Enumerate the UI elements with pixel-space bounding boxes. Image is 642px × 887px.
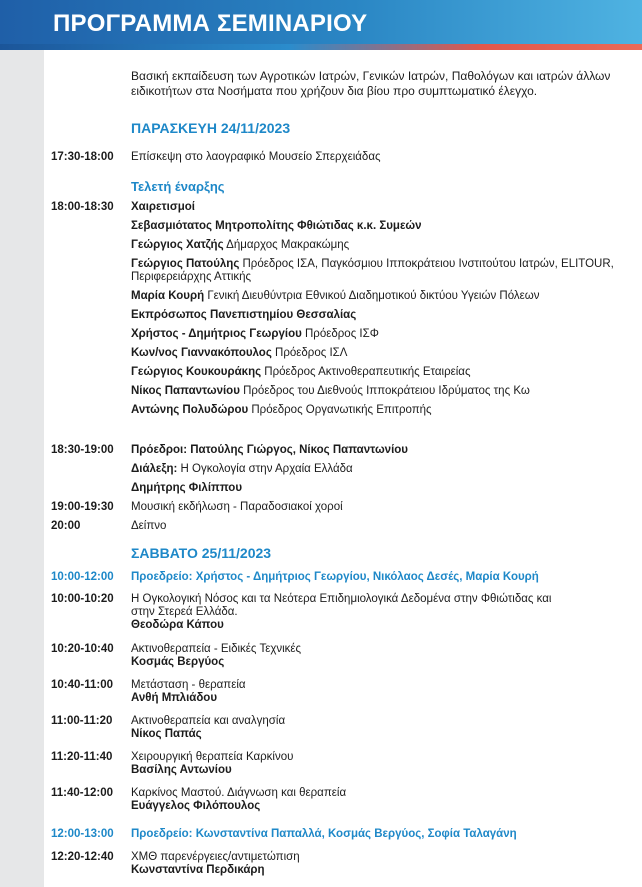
speaker-role: Πρόεδρος ΙΣΦ: [301, 328, 379, 340]
time-slot: 19:00-19:30: [51, 501, 114, 513]
talk-title: Η Ογκολογική Νόσος και τα Νεότερα Επιδημιολογικά Δεδομένα στην Φθιώτιδας και στην Στερεά Ελλάδα.: [131, 593, 552, 618]
header-stripe: [0, 44, 642, 50]
greeting-line: [131, 404, 626, 417]
left-gutter: [0, 49, 44, 887]
speaker-role: Πρόεδρος ΙΣΛ: [271, 347, 348, 359]
speaker-name: Νίκος Παπάς: [131, 728, 202, 740]
speaker-role: Πρόεδρος του Διεθνούς Ιπποκράτειου Ιδρύματος της Κω: [239, 385, 530, 397]
time-slot: 17:30-18:00: [51, 151, 114, 163]
time-slot: 20:00: [51, 520, 81, 532]
speaker-name: Κοσμάς Βεργύος: [131, 656, 225, 668]
speaker-role: Πρόεδρος Οργανωτικής Επιτροπής: [248, 404, 432, 416]
time-slot: 12:00-13:00: [51, 828, 114, 840]
greeting-line: [131, 220, 626, 233]
talk-title: Μετάσταση - θεραπεία: [131, 679, 246, 691]
speaker-name: Γεώργιος Χατζής: [131, 239, 224, 251]
speaker-name: Χρήστος - Δημήτριος Γεωργίου: [131, 328, 302, 340]
time-slot: 18:30-19:00: [51, 444, 114, 456]
speaker-name: Αντώνης Πολυδώρου: [131, 404, 249, 416]
speaker-name: Κωνσταντίνα Περδικάρη: [131, 864, 265, 876]
lecture-title: Η Ογκολογία στην Αρχαία Ελλάδα: [177, 463, 353, 475]
lecture-label: Διάλεξη:: [131, 463, 178, 475]
speaker-name: Νίκος Παπαντωνίου: [131, 385, 240, 397]
speaker-name: Ανθή Μπλιάδου: [131, 692, 218, 704]
time-slot: 12:20-12:40: [51, 851, 114, 863]
page-header: [0, 0, 642, 50]
talk-title: Ακτινοθεραπεία και αναλγησία: [131, 715, 286, 727]
greeting-line: [131, 201, 626, 214]
program-item: Μουσική εκδήλωση - Παραδοσιακοί χοροί: [131, 501, 343, 513]
chairs-line: Πρόεδροι: Πατούλης Γιώργος, Νίκος Παπαντωνίου: [131, 444, 408, 456]
opening-ceremony-heading: Τελετή έναρξης: [131, 179, 225, 194]
greeting-line: [131, 385, 626, 398]
greeting-line: [131, 258, 621, 284]
time-slot: 10:00-12:00: [51, 571, 114, 583]
greeting-line: [131, 309, 626, 322]
time-slot: 11:40-12:00: [51, 787, 114, 799]
intro-text: Βασική εκπαίδευση των Αγροτικών Ιατρών, Γενικών Ιατρών, Παθολόγων και ιατρών άλλων ειδικοτήτων στα Νοσήματα που χρήζουν δια βίου προ συμπτωματικό έλεγχο.: [131, 69, 611, 98]
time-slot: 11:00-11:20: [51, 715, 113, 727]
speaker-name: Ευάγγελος Φιλόπουλος: [131, 800, 261, 812]
time-slot: 10:20-10:40: [51, 643, 114, 655]
speaker-role: Γενική Διευθύντρια Εθνικού Διαδημοτικού δικτύου Υγειών Πόλεων: [204, 290, 540, 302]
greeting-line: [131, 290, 626, 303]
time-slot: 18:00-18:30: [51, 201, 114, 213]
speaker-name: Χαιρετισμοί: [131, 201, 195, 213]
speaker-name: Σεβασμιότατος Μητροπολίτης Φθιώτιδας κ.κ. Συμεών: [131, 220, 422, 232]
chairs-line: Προεδρείο: Χρήστος - Δημήτριος Γεωργίου, Νικόλαος Δεσές, Μαρία Κουρή: [131, 571, 539, 583]
speaker-role: Πρόεδρος ΙΣΑ, Παγκόσμιου Ιπποκράτειου Ινστιτούτου Ιατρών, ELITOUR, Περιφερειάρχης Αττικής: [131, 258, 614, 283]
page-title: ΠΡΟΓΡΑΜΜΑ ΣΕΜΙΝΑΡΙΟΥ: [53, 10, 368, 37]
greeting-line: [131, 239, 626, 252]
greeting-line: [131, 347, 626, 360]
talk-title: Καρκίνος Μαστού. Διάγνωση και θεραπεία: [131, 787, 347, 799]
speaker-role: Πρόεδρος Ακτινοθεραπευτικής Εταιρείας: [261, 366, 471, 378]
time-slot: 10:40-11:00: [51, 679, 114, 691]
day-heading-saturday: ΣΑΒΒΑΤΟ 25/11/2023: [131, 545, 272, 561]
program-item: Επίσκεψη στο λαογραφικό Μουσείο Σπερχειάδας: [131, 151, 381, 163]
talk-title: ΧΜΘ παρενέργειες/αντιμετώπιση: [131, 851, 300, 863]
day-heading-friday: ΠΑΡΑΣΚΕΥΗ 24/11/2023: [131, 120, 291, 136]
speaker-name: Θεοδώρα Κάπου: [131, 619, 224, 631]
lecture-line: [131, 463, 626, 476]
talk-title: Χειρουργική θεραπεία Καρκίνου: [131, 751, 294, 763]
time-slot: 10:00-10:20: [51, 593, 114, 605]
chairs-line: Προεδρείο: Κωνσταντίνα Παπαλλά, Κοσμάς Βεργύος, Σοφία Ταλαγάνη: [131, 828, 517, 840]
greeting-line: [131, 366, 626, 379]
speaker-name: Βασίλης Αντωνίου: [131, 764, 232, 776]
speaker-name: Μαρία Κουρή: [131, 290, 205, 302]
speaker-name: Δημήτρης Φιλίππου: [131, 482, 243, 494]
speaker-name: Γεώργιος Πατούλης: [131, 258, 240, 270]
speaker-name: Κων/νος Γιαννακόπουλος: [131, 347, 272, 359]
speaker-name: Γεώργιος Κουκουράκης: [131, 366, 262, 378]
time-slot: 11:20-11:40: [51, 751, 113, 763]
program-item: Δείπνο: [131, 520, 167, 532]
talk-title: Ακτινοθεραπεία - Ειδικές Τεχνικές: [131, 643, 302, 655]
speaker-name: Εκπρόσωπος Πανεπιστημίου Θεσσαλίας: [131, 309, 357, 321]
speaker-role: Δήμαρχος Μακρακώμης: [223, 239, 350, 251]
greeting-line: [131, 328, 626, 341]
